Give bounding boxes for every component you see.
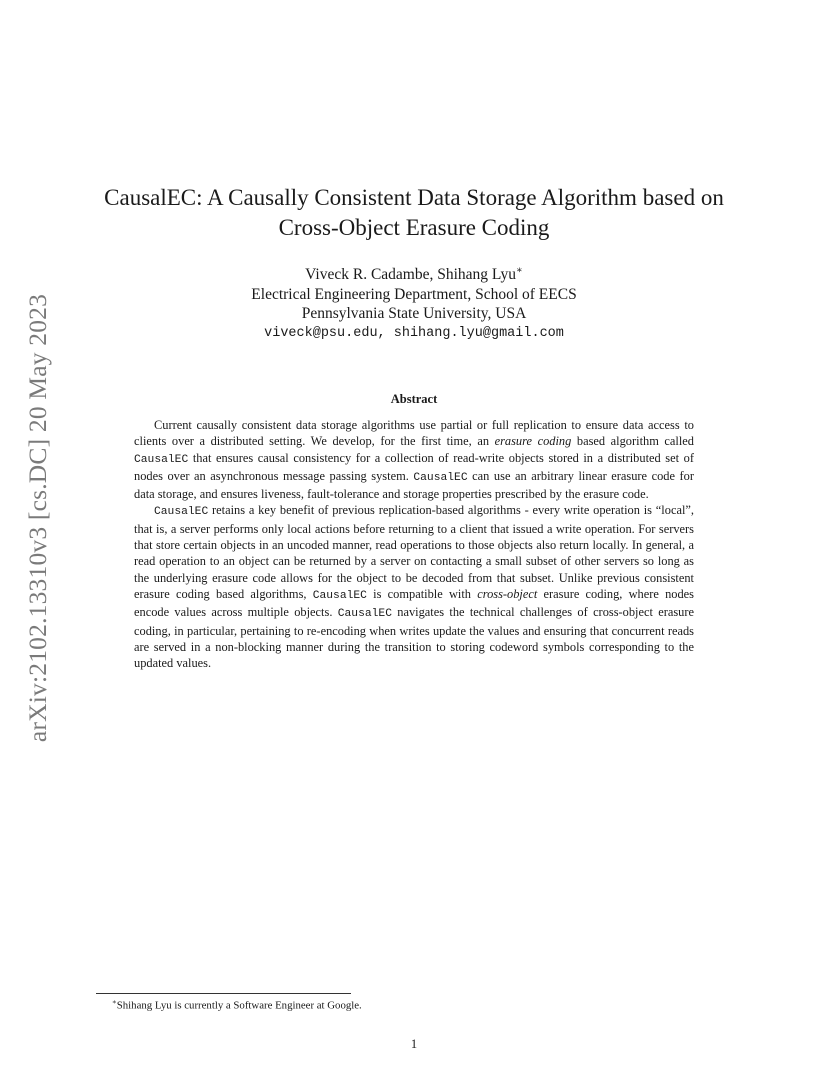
algorithm-name: CausalEC bbox=[312, 589, 367, 602]
author-block bbox=[150, 261, 678, 343]
abstract-text: based algorithm called bbox=[571, 434, 694, 449]
paper-title bbox=[60, 183, 768, 243]
algorithm-name: CausalEC bbox=[154, 506, 209, 519]
author-emails: viveck@psu.edu, shihang.lyu@gmail.com bbox=[264, 325, 564, 341]
author-department: Electrical Engineering Department, School of EECS bbox=[251, 285, 577, 303]
footnote-text: Shihang Lyu is currently a Software Engineer at Google. bbox=[116, 999, 362, 1012]
abstract-text: navigates the technical challenges of cross-object erasure coding, in particular, pertaining to re-encoding when writes update the values and ensuring that concurrent reads are served in a non-blocking manner during the transition to storing codeword symbols corresponding to the updated values. bbox=[134, 605, 695, 671]
algorithm-name: CausalEC bbox=[337, 608, 392, 621]
abstract-emphasis: erasure coding bbox=[494, 434, 572, 449]
abstract-text: can use an arbitrary linear erasure code for data storage, and ensures liveness, fault-tolerance and storage properties prescribed by the erasure code. bbox=[134, 468, 694, 502]
abstract-text: retains a key benefit of previous replication-based algorithms - every write operation is “local”, that is, a server performs only local actions before returning to a client that issued a write operation. For servers that store certain objects in an uncoded manner, read operations to those objects also return locally. In general, a read operation to an object can be returned by a server on contacting a small subset of other servers so long as the underlying erasure code allows for the object to be decoded from that subset. Unlike previous consistent erasure coding based algorithms, bbox=[134, 503, 694, 601]
abstract-text: that ensures causal consistency for a collection of read-write objects stored in a distributed set of nodes over an asynchronous message passing system. bbox=[134, 450, 694, 483]
arxiv-stamp-text: arXiv:2102.13310v3 [cs.DC] 20 May 2023 bbox=[23, 293, 52, 743]
algorithm-name: CausalEC bbox=[413, 471, 468, 484]
author-names: Viveck R. Cadambe, Shihang Lyu bbox=[305, 266, 517, 284]
author-footnote-mark: ∗ bbox=[516, 265, 523, 276]
footnote-mark: ∗ bbox=[112, 998, 117, 1006]
abstract-paragraph-1 bbox=[134, 417, 694, 502]
abstract-text: erasure coding, where nodes encode values across multiple objects. bbox=[134, 586, 695, 620]
footnote bbox=[112, 998, 712, 1012]
footnote-rule bbox=[96, 993, 351, 994]
abstract-paragraph-2 bbox=[134, 502, 694, 671]
title-line-1: CausalEC: A Causally Consistent Data Storage Algorithm based on bbox=[104, 185, 724, 210]
title-line-2: Cross-Object Erasure Coding bbox=[278, 215, 550, 240]
abstract-text: Current causally consistent data storage algorithms use partial or full replication to ensure data access to clients over a distributed setting. We develop, for the first time, an bbox=[134, 418, 694, 449]
author-university: Pennsylvania State University, USA bbox=[301, 305, 527, 323]
abstract-text: is compatible with bbox=[366, 586, 478, 601]
algorithm-name: CausalEC bbox=[134, 453, 189, 466]
abstract-body bbox=[134, 417, 694, 671]
abstract-emphasis: cross-object bbox=[477, 586, 538, 601]
abstract-heading: Abstract bbox=[390, 392, 438, 406]
page-number: 1 bbox=[410, 1037, 418, 1051]
